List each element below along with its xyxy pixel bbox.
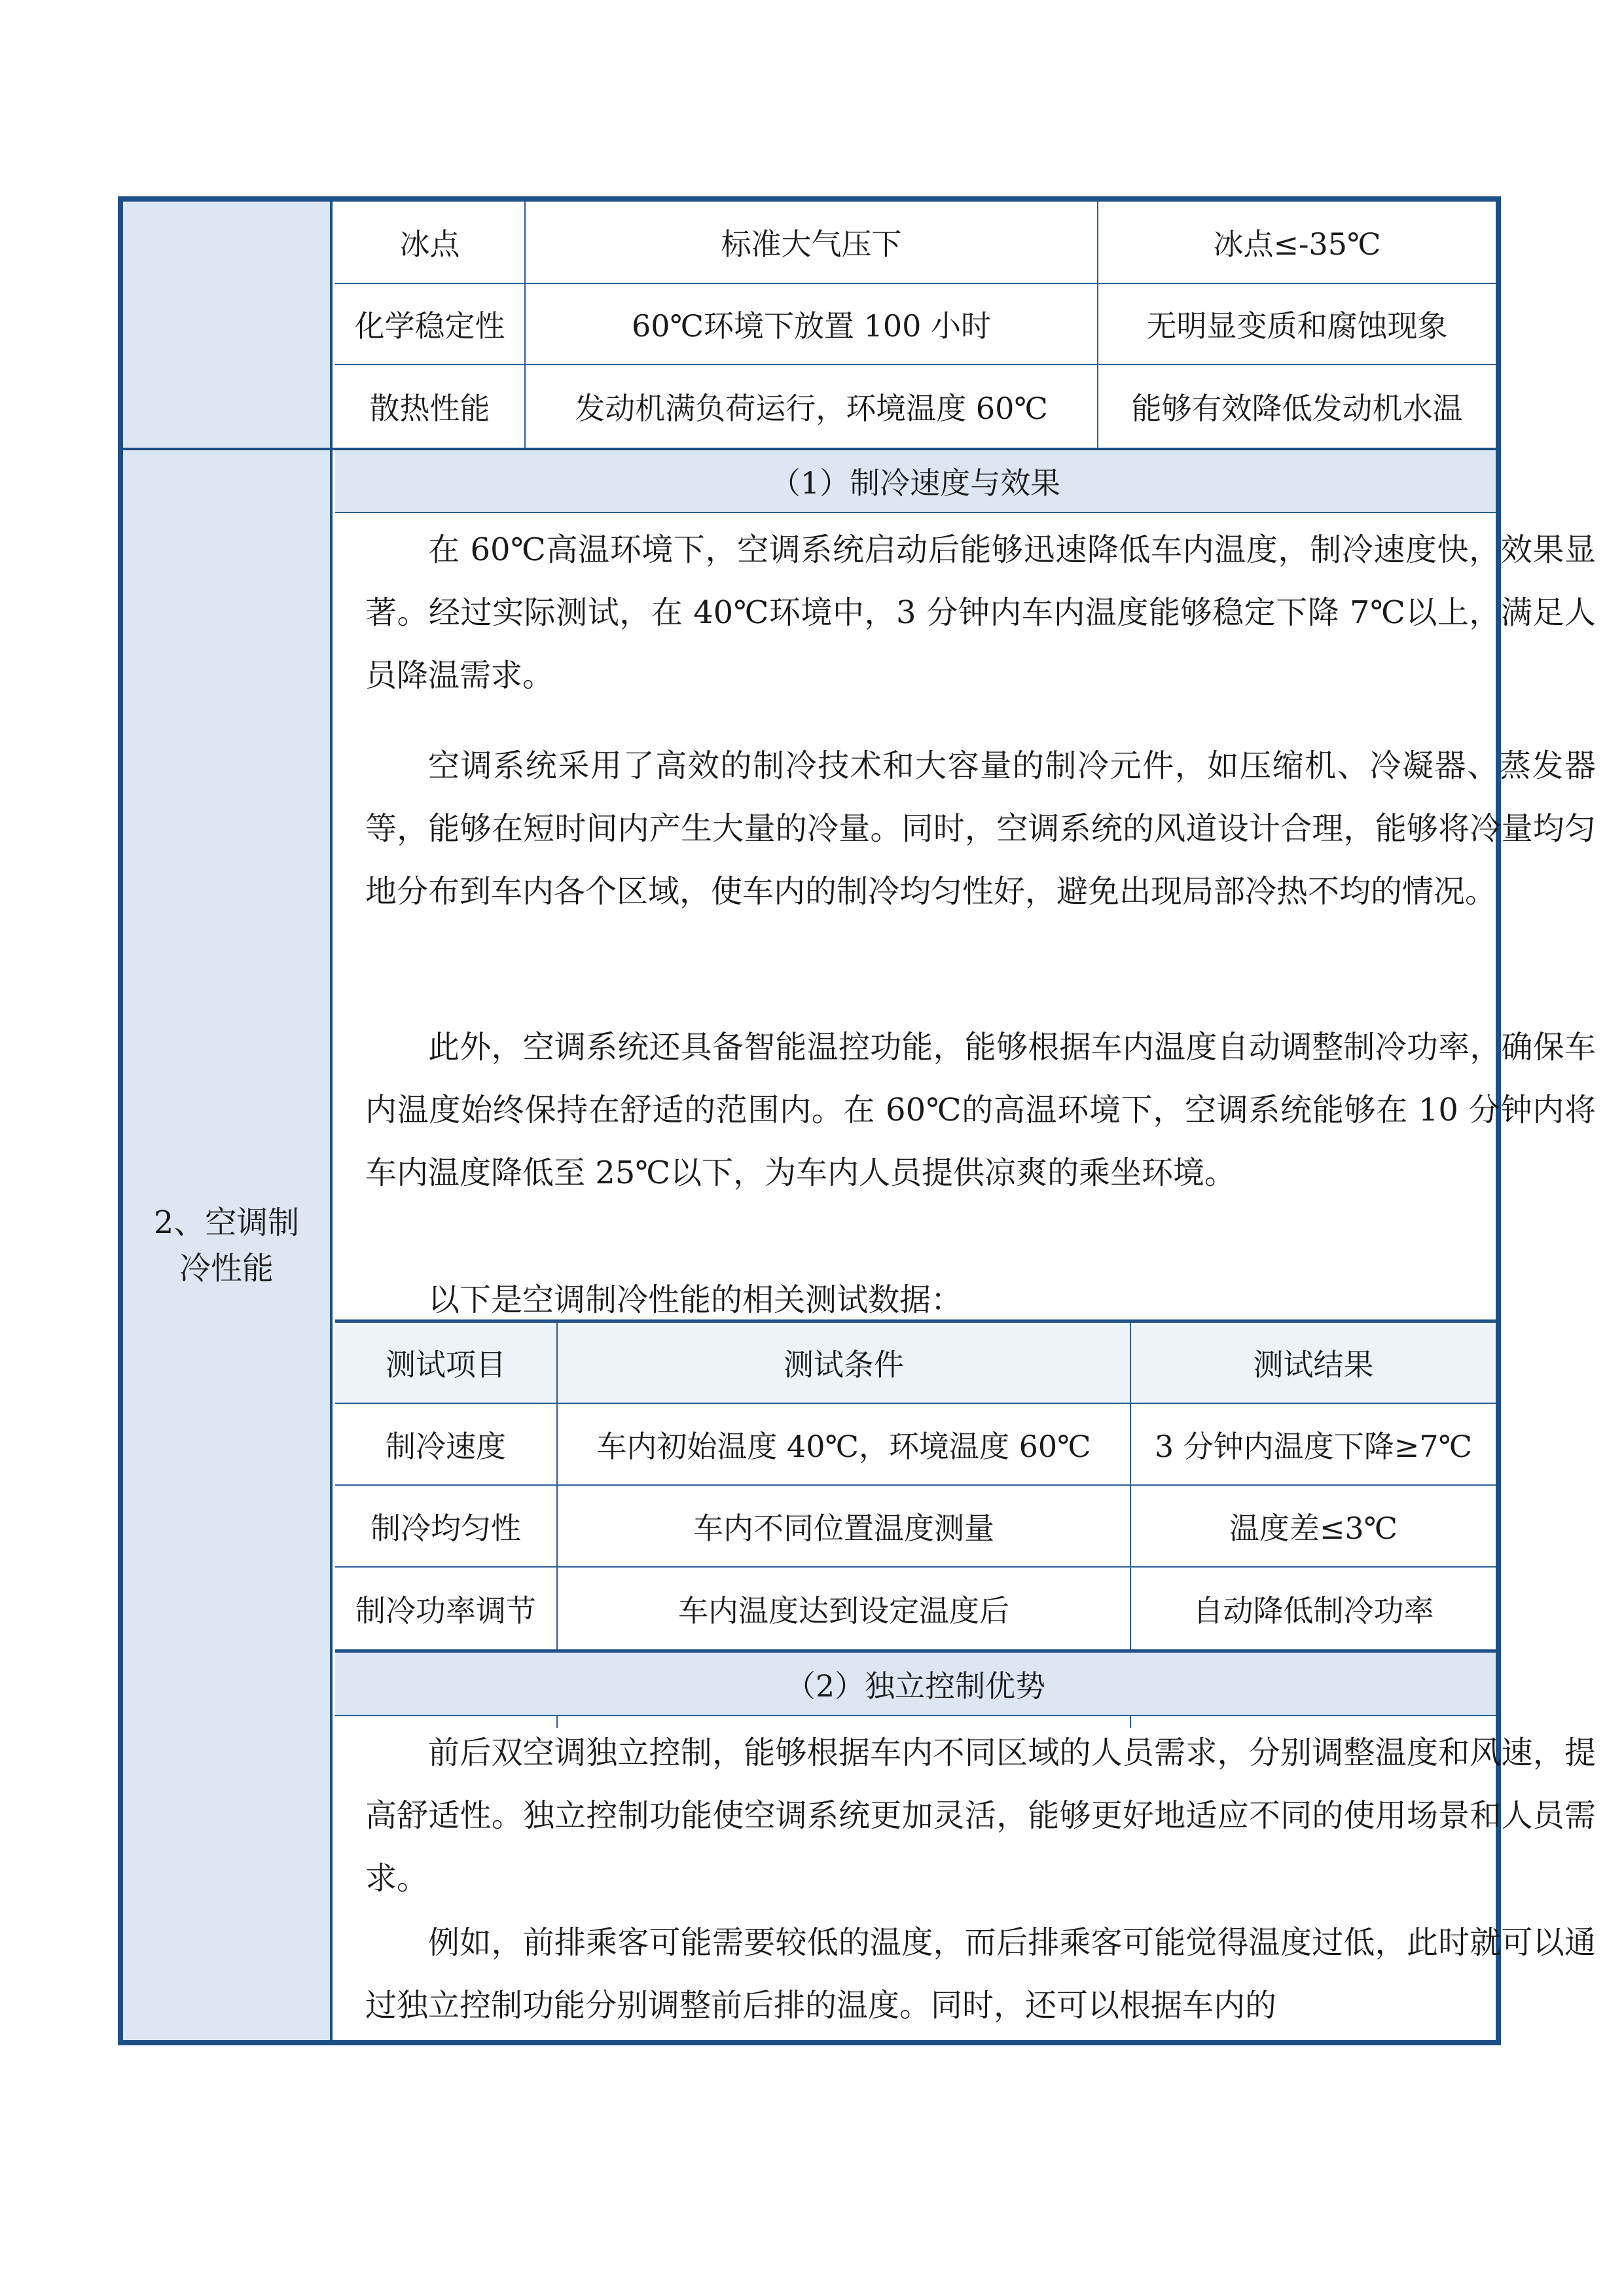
table-cell-result: 能够有效降低发动机水温 — [1131, 391, 1463, 426]
section2-label: 2、空调制 冷性能 — [153, 1204, 300, 1287]
table-cell-item: 冰点 — [399, 226, 460, 262]
table-cell-condition: 发动机满负荷运行，环境温度 60℃ — [575, 391, 1048, 426]
table-cell-item: 制冷均匀性 — [370, 1510, 521, 1546]
table-cell-result: 3 分钟内温度下降≥7℃ — [1154, 1428, 1473, 1464]
body-paragraph: 以下是空调制冷性能的相关测试数据： — [428, 1282, 963, 1318]
band-divider — [335, 512, 1496, 513]
body-paragraph: 此外，空调系统还具备智能温控功能，能够根据车内温度自动调整制冷功率，确保车内温度始终保持在舒适的范围内。在 60℃的高温环境下，空调系统能够在 10 分钟内将车内温度降低至 25℃以下，为车内人员提供凉爽的乘坐环境。 — [365, 1029, 1596, 1191]
table-cell-item: 制冷速度 — [386, 1428, 506, 1464]
subsection-title-1: （1）制冷速度与效果 — [335, 450, 1496, 512]
table-cell-condition: 标准大气压下 — [721, 226, 902, 262]
table-cell-result: 无明显变质和腐蚀现象 — [1146, 308, 1448, 344]
section2-side-cell — [123, 450, 333, 2040]
body-paragraph: 空调系统采用了高效的制冷技术和大容量的制冷元件，如压缩机、冷凝器、蒸发器等，能够在短时间内产生大量的冷量。同时，空调系统的风道设计合理，能够将冷量均匀地分布到车内各个区域，使车内的制冷均匀性好，避免出现局部冷热不均的情况。 — [365, 747, 1596, 910]
subsection-title-2: （2）独立控制优势 — [335, 1653, 1496, 1715]
spec-table-frame — [118, 196, 1596, 2045]
body-paragraph: 在 60℃高温环境下，空调系统启动后能够迅速降低车内温度，制冷速度快，效果显著。经过实际测试，在 40℃环境中，3 分钟内车内温度能够稳定下降 7℃以上，满足人员降温需求。 — [365, 531, 1596, 694]
table-cell-condition: 车内温度达到设定温度后 — [678, 1592, 1009, 1628]
table-cell-condition: 车内初始温度 40℃，环境温度 60℃ — [596, 1428, 1091, 1464]
table-cell-item: 散热性能 — [369, 391, 490, 426]
table-cell-condition: 60℃环境下放置 100 小时 — [631, 308, 992, 344]
table-header-result: 测试结果 — [1253, 1347, 1374, 1382]
table-cell-condition: 车内不同位置温度测量 — [693, 1510, 994, 1546]
table-header-item: 测试项目 — [386, 1347, 506, 1382]
table-cell-item: 制冷功率调节 — [355, 1592, 536, 1628]
table-header-condition: 测试条件 — [784, 1347, 904, 1382]
body-paragraph: 例如，前排乘客可能需要较低的温度，而后排乘客可能觉得温度过低，此时就可以通过独立控制功能分别调整前后排的温度。同时，还可以根据车内的 — [365, 1924, 1596, 2024]
table-cell-result: 自动降低制冷功率 — [1193, 1592, 1434, 1628]
table-cell-result: 温度差≤3℃ — [1229, 1510, 1398, 1546]
table-cell-item: 化学稳定性 — [354, 308, 505, 344]
body-paragraph: 前后双空调独立控制，能够根据车内不同区域的人员需求，分别调整温度和风速，提高舒适性。独立控制功能使空调系统更加灵活，能够更好地适应不同的使用场景和人员需求。 — [365, 1734, 1596, 1897]
table-cell-result: 冰点≤-35℃ — [1213, 226, 1381, 262]
band-divider — [335, 1715, 1496, 1716]
section1-side-cell — [123, 202, 333, 448]
